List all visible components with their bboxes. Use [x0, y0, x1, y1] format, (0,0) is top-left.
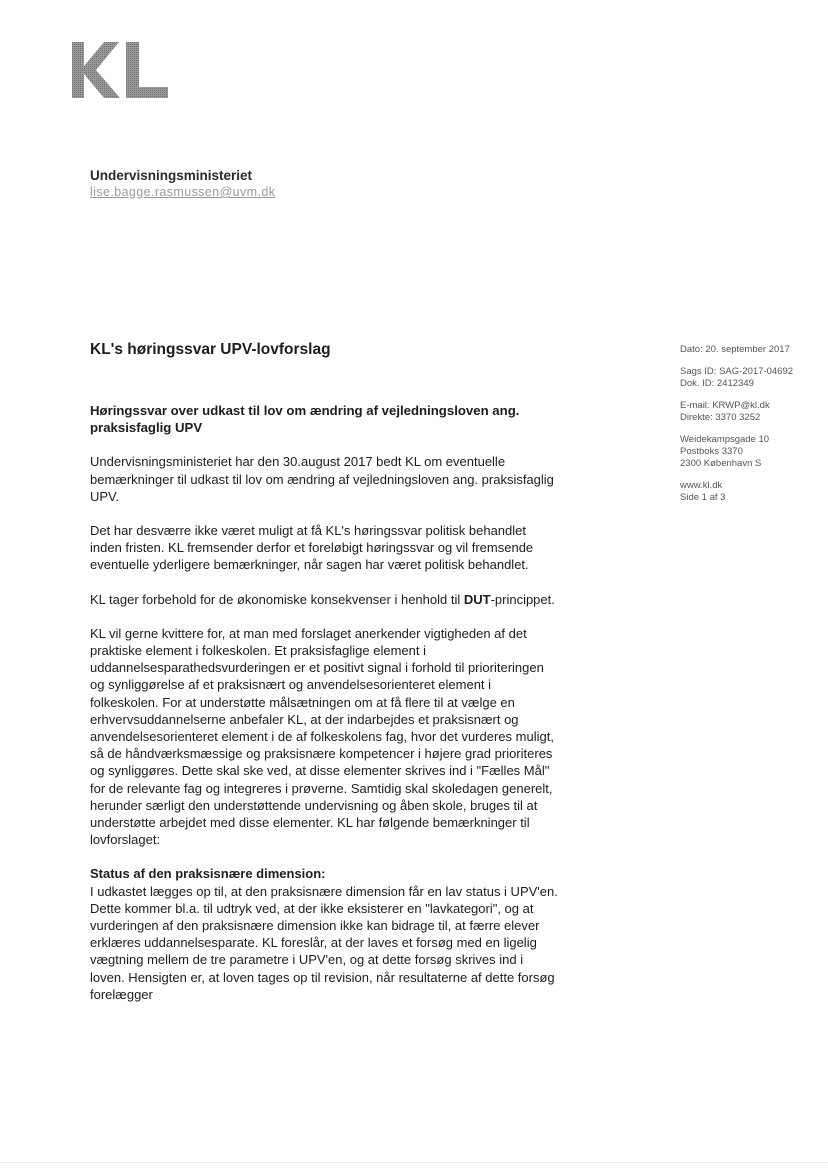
- paragraph-text: -princippet.: [490, 591, 555, 607]
- paragraph: Undervisningsministeriet har den 30.august 2017 bedt KL om eventuelle bemærkninger til udkast til lov om ændring af vejledningsloven ang. praksisfaglig UPV.: [90, 454, 554, 504]
- letter-subject: Høringssvar over udkast til lov om ændring af vejledningsloven ang. praksisfaglig UPV: [90, 403, 520, 436]
- meta-address-line: Weidekampsgade 10: [680, 434, 770, 445]
- meta-page-number: Side 1 af 3: [680, 492, 726, 503]
- meta-address-line: Postboks 3370: [680, 446, 743, 457]
- dut-term: DUT: [463, 591, 491, 607]
- document-title: KL's høringssvar UPV-lovforslag: [90, 341, 331, 358]
- kl-logo-mark: [70, 40, 170, 100]
- recipient-email-link[interactable]: lise.bagge.rasmussen@uvm.dk: [90, 185, 276, 199]
- kl-logo: [70, 40, 170, 100]
- meta-address-line: 2300 København S: [680, 458, 762, 469]
- page-bottom-edge: [0, 1162, 828, 1163]
- recipient-block: [90, 167, 275, 200]
- paragraph: KL vil gerne kvittere for, at man med forslaget anerkender vigtigheden af det praktiske element i folkeskolen. Et praksisfaglige element i uddannelsesparathedsvurderingen er et positivt signal i forhold til prioriteringen og synliggørelse af et praksisnært og anvendelsesorienteret element i folkeskolen. For at understøtte målsætningen om at få flere til at vælge en erhvervsuddannelserne anbefaler KL, at der indarbejdes et praksisnært og anvendelsesorienteret element i de af folkeskolens fag, hvor det vurderes muligt, så de håndværksmæssige og praksisnære kompetencer i højere grad prioriteres og synliggøres. Dette skal ske ved, at disse elementer skrives ind i "Fælles Mål" for de relevante fag og integreres i prøverne. Samtidig skal skoledagen generelt, herunder særligt den understøttende undervisning og åben skole, bruges til at understøtte arbejdet med disse elementer. KL har følgende bemærkninger til lovforslaget:: [90, 625, 554, 848]
- document-meta: [680, 344, 793, 514]
- meta-date: Dato: 20. september 2017: [680, 344, 790, 355]
- section-heading: Status af den praksisnære dimension:: [90, 866, 326, 882]
- paragraph-text: KL tager forbehold for de økonomiske konsekvenser i henhold til: [90, 591, 464, 607]
- meta-email: E-mail: KRWP@kl.dk: [680, 400, 770, 411]
- meta-dok-id: Dok. ID: 2412349: [680, 378, 754, 389]
- recipient-organization: Undervisningsministeriet: [90, 168, 253, 183]
- paragraph: I udkastet lægges op til, at den praksisnære dimension får en lav status i UPV'en. Dette kommer bl.a. til udtryk ved, at der ikke eksisterer en "lavkategori", og at vurderingen af den praksisnære dimension ikke kan bidrage til, at færre elever erklæres uddannelsesparate. KL foreslår, at der laves et forsøg med en ligelig vægtning mellem de tre parametre i UPV'en, og at dette forsøg skrives ind i loven. Hensigten er, at loven tages op til revision, når resultaterne af dette forsøg forelægger: [90, 883, 558, 1002]
- paragraph: Det har desværre ikke været muligt at få KL's høringssvar politisk behandlet inden fristen. KL fremsender derfor et foreløbigt høringssvar og vil fremsende eventuelle yderligere bemærkninger, når sagen har været politisk behandlet.: [90, 523, 534, 573]
- meta-direkte: Direkte: 3370 3252: [680, 412, 761, 423]
- meta-sags-id: Sags ID: SAG-2017-04692: [680, 366, 794, 377]
- paragraph-dut: [90, 591, 560, 608]
- meta-website: www.kl.dk: [680, 480, 723, 491]
- letter-body: [90, 402, 560, 1003]
